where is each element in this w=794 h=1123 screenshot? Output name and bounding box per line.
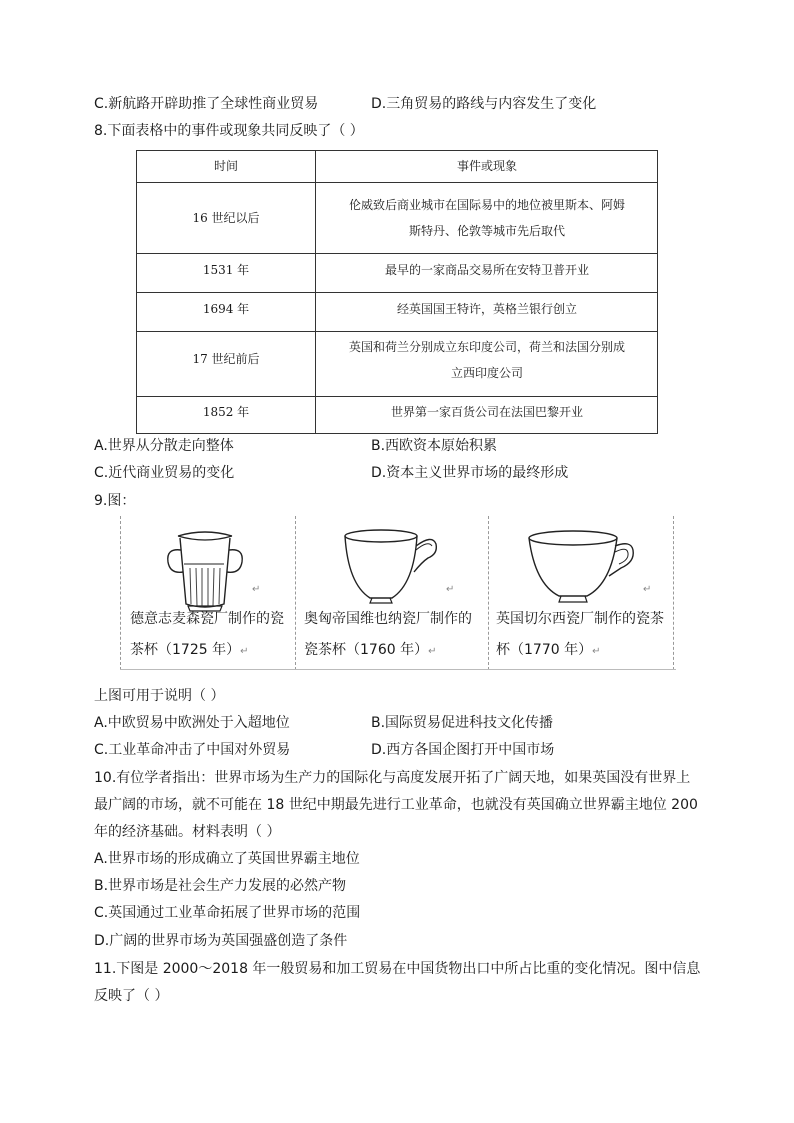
table-row-4-event-line1: 英国和荷兰分别成立东印度公司，荷兰和法国分别成 bbox=[348, 340, 625, 354]
events-table bbox=[136, 150, 658, 434]
table-row-1-event-line1: 伦威致后商业城市在国际易中的地位被里斯本、阿姆 bbox=[348, 198, 625, 212]
q10-stem-line2: 最广阔的市场，就不可能在 18 世纪中期最先进行工业革命，也就没有英国确立世界霸主地位 200 bbox=[94, 797, 698, 813]
q8-stem: 8.下面表格中的事件或现象共同反映了（ ） bbox=[94, 123, 364, 139]
figure-1-caption-line2: 茶杯（1725 年）↵ bbox=[130, 642, 249, 658]
table-row-4-time: 17 世纪前后 bbox=[192, 352, 260, 366]
q11-stem-line1: 11.下图是 2000～2018 年一般贸易和加工贸易在中国货物出口中所占比重的变化情况。图中信息 bbox=[94, 961, 701, 977]
q9-option-c: C.工业革命冲击了中国对外贸易 bbox=[94, 742, 291, 758]
return-mark-1: ↵ bbox=[252, 584, 261, 595]
table-row-2-time: 1531 年 bbox=[202, 263, 250, 277]
q9-question: 上图可用于说明（ ） bbox=[94, 688, 225, 704]
q10-option-c: C.英国通过工业革命拓展了世界市场的范围 bbox=[94, 905, 361, 921]
table-row-1-event-line2: 斯特丹、伦敦等城市先后取代 bbox=[408, 224, 565, 238]
return-mark-2: ↵ bbox=[446, 584, 455, 595]
q10-stem-line3: 年的经济基础。材料表明（ ） bbox=[94, 824, 281, 840]
figure-2-caption-line1: 奥匈帝国维也纳瓷厂制作的 bbox=[304, 611, 472, 627]
figure-chelsea bbox=[489, 516, 673, 670]
q10-stem-line1: 10.有位学者指出：世界市场为生产力的国际化与高度发展开拓了广阔天地，如果英国没有世界上 bbox=[94, 770, 691, 786]
figure-3-caption-line1: 英国切尔西瓷厂制作的瓷茶 bbox=[496, 611, 664, 627]
figure-3-caption-line2: 杯（1770 年）↵ bbox=[496, 642, 601, 658]
table-row-2-event: 最早的一家商品交易所在安特卫普开业 bbox=[384, 263, 589, 277]
q9-option-d: D.西方各国企图打开中国市场 bbox=[371, 742, 555, 758]
q8-option-b: B.西欧资本原始积累 bbox=[371, 438, 498, 454]
q9-option-a: A.中欧贸易中欧洲处于入超地位 bbox=[94, 715, 290, 731]
q8-option-c: C.近代商业贸易的变化 bbox=[94, 465, 235, 481]
q8-option-d: D.资本主义世界市场的最终形成 bbox=[371, 465, 569, 481]
q10-option-a: A.世界市场的形成确立了英国世界霸主地位 bbox=[94, 851, 360, 867]
return-mark-3: ↵ bbox=[643, 584, 652, 595]
table-row-3-time: 1694 年 bbox=[202, 302, 250, 316]
figure-vienna bbox=[296, 516, 488, 670]
q7-option-d: D.三角贸易的路线与内容发生了变化 bbox=[371, 96, 597, 112]
q11-stem-line2: 反映了（ ） bbox=[94, 988, 169, 1004]
teacup-figures bbox=[120, 516, 676, 670]
q7-option-c: C.新航路开辟助推了全球性商业贸易 bbox=[94, 96, 319, 112]
q10-option-b: B.世界市场是社会生产力发展的必然产物 bbox=[94, 878, 347, 894]
q8-option-a: A.世界从分散走向整体 bbox=[94, 438, 234, 454]
table-header-time: 时间 bbox=[213, 159, 238, 173]
table-row-5-event: 世界第一家百货公司在法国巴黎开业 bbox=[390, 405, 583, 419]
q9-option-b: B.国际贸易促进科技文化传播 bbox=[371, 715, 554, 731]
q10-option-d: D.广阔的世界市场为英国强盛创造了条件 bbox=[94, 933, 348, 949]
teacup-with-two-handles-icon bbox=[160, 524, 250, 614]
table-row-1-time: 16 世纪以后 bbox=[192, 211, 260, 225]
figure-meissen bbox=[120, 516, 295, 670]
table-row-4-event-line2: 立西印度公司 bbox=[450, 366, 523, 380]
teacup-icon bbox=[336, 524, 446, 606]
teacup-icon bbox=[523, 526, 639, 606]
table-header-event: 事件或现象 bbox=[456, 159, 517, 173]
table-row-5-time: 1852 年 bbox=[202, 405, 250, 419]
table-row-3-event: 经英国国王特许，英格兰银行创立 bbox=[396, 302, 577, 316]
q9-stem: 9.图： bbox=[94, 493, 136, 509]
figure-1-caption-line1: 德意志麦森瓷厂制作的瓷 bbox=[130, 611, 284, 627]
figure-2-caption-line2: 瓷茶杯（1760 年）↵ bbox=[304, 642, 437, 658]
